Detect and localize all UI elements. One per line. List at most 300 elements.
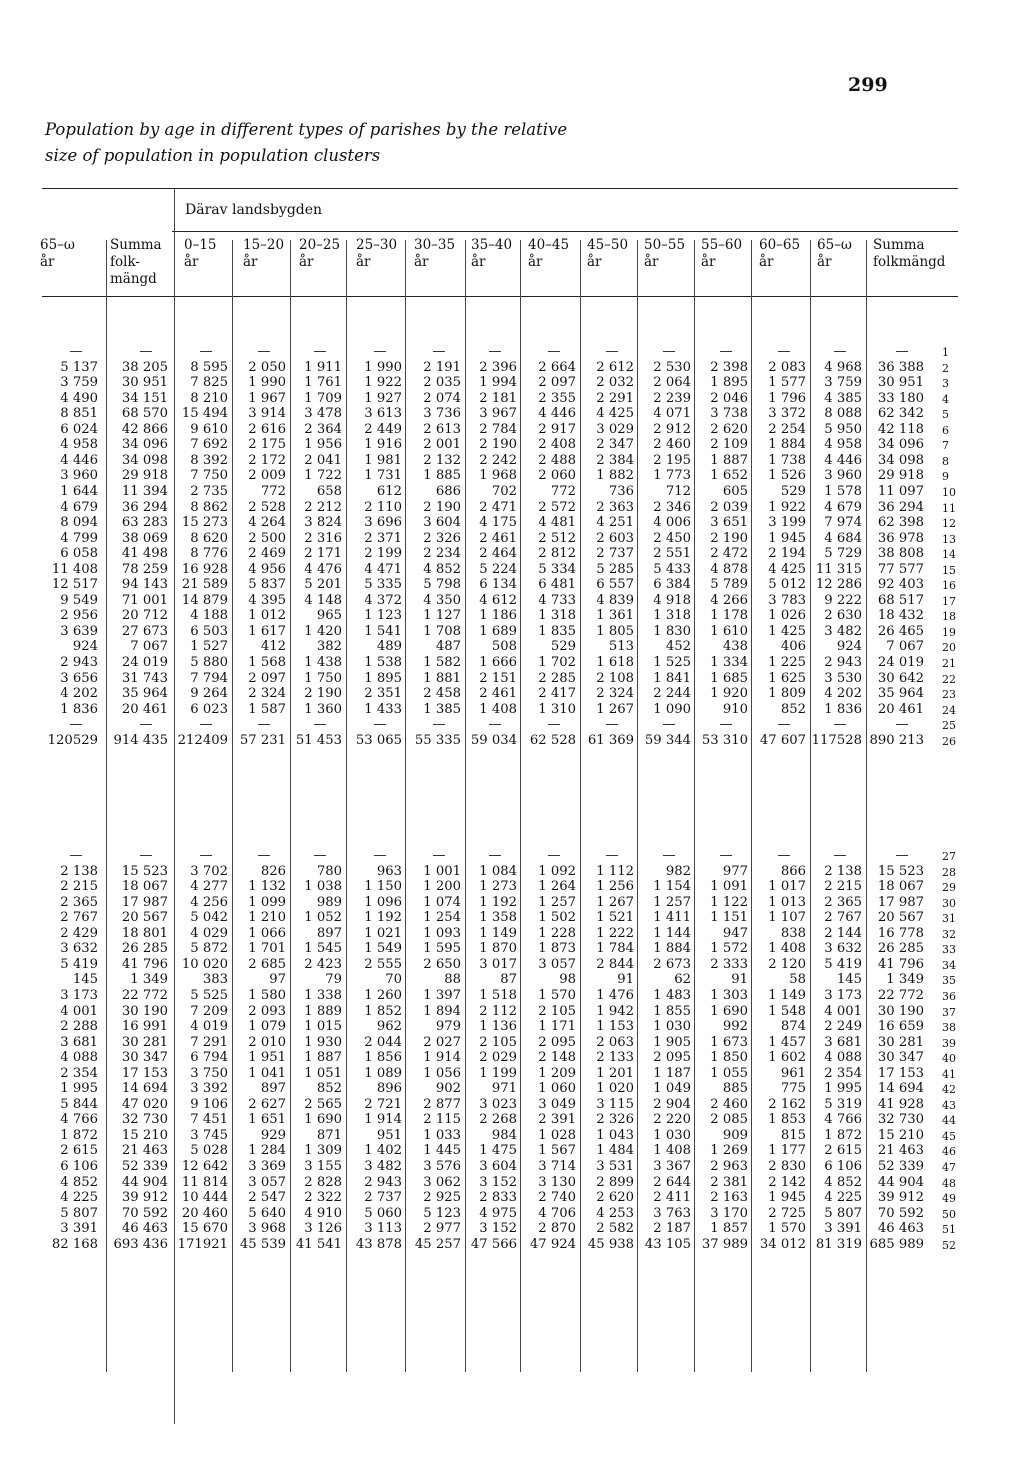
- table-cell: 1 012: [248, 608, 286, 624]
- table-cell: 5 042: [190, 910, 228, 926]
- table-cell: 8 620: [190, 530, 228, 546]
- table-cell: 2 784: [479, 421, 517, 437]
- table-cell: 62: [674, 972, 691, 988]
- table-cell: 70 592: [877, 1205, 924, 1221]
- table-cell: 1 055: [710, 1065, 748, 1081]
- table-cell: 30 642: [877, 670, 924, 686]
- table-cell: 1 397: [423, 987, 461, 1003]
- table-cell: 1 990: [248, 375, 286, 391]
- table-cell: 62 398: [877, 515, 924, 531]
- table-cell: 9 222: [824, 592, 862, 608]
- table-cell: 2 093: [248, 1003, 286, 1019]
- table-cell: 1 541: [364, 623, 402, 639]
- table-cell: 406: [780, 639, 806, 655]
- table-cell: 3 531: [596, 1159, 634, 1174]
- table-cell: 7 067: [130, 639, 168, 655]
- table-cell: 2 132: [423, 452, 461, 468]
- table-cell: 38 069: [121, 530, 168, 546]
- table-cell: 2 956: [60, 608, 98, 624]
- table-cell: 30 347: [877, 1050, 924, 1066]
- table-cell: 2 083: [768, 359, 806, 375]
- table-cell: 14 879: [181, 592, 228, 608]
- table-cell: 3 759: [824, 375, 862, 391]
- table-cell: 2 461: [479, 530, 517, 546]
- table-cell: 4 277: [190, 879, 228, 895]
- table-cell: 2 324: [248, 686, 286, 702]
- table-cell: 2 737: [364, 1190, 402, 1206]
- table-cell: 1 796: [768, 390, 806, 406]
- table-cell: 2 616: [248, 421, 286, 437]
- table-cell: 852: [780, 701, 806, 717]
- table-cell: 1 722: [304, 468, 342, 484]
- row-number: 7: [942, 439, 949, 453]
- table-cell: 51 453: [295, 732, 342, 748]
- table-cell: 2 423: [304, 956, 342, 972]
- table-cell: 120529: [47, 732, 98, 748]
- table-cell: 1 091: [710, 879, 748, 895]
- table-cell: 17 987: [121, 894, 168, 910]
- table-cell: 2 565: [304, 1096, 342, 1112]
- table-cell: 2 050: [248, 359, 286, 375]
- table-cell: 2 555: [364, 956, 402, 972]
- row-number: 14: [942, 548, 956, 562]
- table-cell: 2 039: [710, 499, 748, 515]
- table-cell: —: [199, 717, 213, 733]
- table-cell: 1 702: [538, 655, 576, 670]
- row-number: 30: [942, 896, 956, 910]
- table-cell: 4 266: [710, 592, 748, 608]
- table-cell: 914 435: [113, 732, 168, 748]
- table-cell: 2 244: [653, 686, 691, 702]
- table-cell: 11 097: [877, 483, 924, 499]
- column-header: 15–20 år: [243, 237, 285, 270]
- table-cell: 3 960: [824, 468, 862, 484]
- table-cell: 1 153: [596, 1019, 634, 1035]
- table-cell: 1 701: [248, 941, 286, 957]
- table-cell: 21 463: [877, 1143, 924, 1159]
- table-cell: 4 968: [824, 359, 862, 375]
- table-cell: 1 889: [304, 1003, 342, 1019]
- table-cell: 1 015: [304, 1019, 342, 1035]
- table-cell: 9 264: [190, 686, 228, 702]
- table-cell: 3 155: [304, 1159, 342, 1174]
- table-cell: 2 391: [538, 1112, 576, 1128]
- table-cell: 78 259: [121, 561, 168, 577]
- table-cell: 2 464: [479, 546, 517, 562]
- table-cell: 1 483: [653, 987, 691, 1003]
- table-cell: 24 019: [877, 655, 924, 670]
- table-cell: 4 264: [248, 515, 286, 531]
- table-cell: 2 912: [653, 421, 691, 437]
- table-cell: 1 060: [538, 1081, 576, 1097]
- table-cell: 2 144: [824, 925, 862, 941]
- table-cell: 1 136: [479, 1019, 517, 1035]
- table-cell: 1 475: [479, 1143, 517, 1159]
- table-cell: 1 690: [304, 1112, 342, 1128]
- table-cell: 2 194: [768, 546, 806, 562]
- table-cell: 87: [500, 972, 517, 988]
- table-cell: 1 309: [304, 1143, 342, 1159]
- table-cell: 2 249: [824, 1019, 862, 1035]
- table-cell: 2 488: [538, 452, 576, 468]
- table-cell: 412: [260, 639, 286, 655]
- table-cell: 3 482: [364, 1159, 402, 1174]
- table-cell: 1 568: [248, 655, 286, 670]
- table-cell: 1 052: [304, 910, 342, 926]
- table-cell: 2 469: [248, 546, 286, 562]
- table-cell: 2 322: [304, 1190, 342, 1206]
- table-cell: —: [373, 848, 387, 863]
- table-cell: 1 228: [538, 925, 576, 941]
- table-cell: 97: [269, 972, 286, 988]
- table-cell: 2 060: [538, 468, 576, 484]
- table-cell: 1 853: [768, 1112, 806, 1128]
- table-cell: 1 914: [423, 1050, 461, 1066]
- table-cell: 2 110: [364, 499, 402, 515]
- table-cell: 2 105: [538, 1003, 576, 1019]
- table-cell: 34 012: [759, 1236, 806, 1252]
- table-cell: 5 123: [423, 1205, 461, 1221]
- table-cell: —: [719, 848, 733, 863]
- table-cell: 1 127: [423, 608, 461, 624]
- table-cell: 42 866: [121, 421, 168, 437]
- table-cell: 1 582: [423, 655, 461, 670]
- table-cell: 2 351: [364, 686, 402, 702]
- table-cell: 2 268: [479, 1112, 517, 1128]
- table-cell: 1 273: [479, 879, 517, 895]
- table-cell: 34 096: [877, 437, 924, 453]
- row-number: 50: [942, 1207, 956, 1221]
- table-cell: 4 253: [596, 1205, 634, 1221]
- row-number: 35: [942, 974, 956, 988]
- table-cell: 1 549: [364, 941, 402, 957]
- table-cell: 3 696: [364, 515, 402, 531]
- table-cell: 1 132: [248, 879, 286, 895]
- table-cell: 885: [722, 1081, 748, 1097]
- table-cell: 2 735: [190, 483, 228, 499]
- table-cell: 11 814: [181, 1174, 228, 1190]
- group-label: Därav landsbygden: [185, 202, 323, 218]
- row-number: 2: [942, 361, 949, 375]
- table-cell: 452: [665, 639, 691, 655]
- table-cell: 2 190: [479, 437, 517, 453]
- table-cell: 1 149: [768, 987, 806, 1003]
- table-cell: 18 067: [121, 879, 168, 895]
- table-cell: 1 089: [364, 1065, 402, 1081]
- table-cell: 6 024: [60, 421, 98, 437]
- table-cell: 47 607: [759, 732, 806, 748]
- table-cell: 1 885: [423, 468, 461, 484]
- table-cell: 1 652: [710, 468, 748, 484]
- column-header: 65–ω år: [817, 237, 852, 270]
- table-cell: 2 108: [596, 670, 634, 686]
- row-number: 15: [942, 563, 956, 577]
- table-cell: 897: [316, 925, 342, 941]
- row-number: 13: [942, 532, 956, 546]
- table-cell: 42 118: [877, 421, 924, 437]
- table-cell: 35 964: [877, 686, 924, 702]
- table-cell: 6 023: [190, 701, 228, 717]
- table-cell: 4 852: [60, 1174, 98, 1190]
- table-cell: 1 644: [60, 483, 98, 499]
- table-cell: 8 088: [824, 406, 862, 422]
- table-cell: 4 679: [60, 499, 98, 515]
- table-cell: 2 812: [538, 546, 576, 562]
- table-cell: 2 009: [248, 468, 286, 484]
- table-cell: 4 481: [538, 515, 576, 531]
- table-cell: 2 917: [538, 421, 576, 437]
- table-cell: 2 460: [653, 437, 691, 453]
- table-cell: 8 776: [190, 546, 228, 562]
- row-number: 1: [942, 346, 949, 359]
- table-cell: 4 088: [824, 1050, 862, 1066]
- table-cell: 46 463: [121, 1221, 168, 1237]
- row-number: 42: [942, 1083, 956, 1097]
- table-cell: 612: [376, 483, 402, 499]
- table-cell: —: [777, 344, 791, 359]
- table-cell: 55 335: [414, 732, 461, 748]
- table-cell: 36 388: [877, 359, 924, 375]
- table-cell: 2 354: [824, 1065, 862, 1081]
- table-cell: 3 759: [60, 375, 98, 391]
- table-cell: 1 033: [423, 1127, 461, 1143]
- table-cell: 1 930: [304, 1034, 342, 1050]
- table-cell: 3 391: [824, 1221, 862, 1237]
- table-cell: 34 151: [121, 390, 168, 406]
- row-number: 34: [942, 958, 956, 972]
- table-cell: 1 144: [653, 925, 691, 941]
- table-cell: 4 225: [824, 1190, 862, 1206]
- table-cell: 5 872: [190, 941, 228, 957]
- row-number: 10: [942, 485, 956, 499]
- table-cell: 1 074: [423, 894, 461, 910]
- table-cell: 1 178: [710, 608, 748, 624]
- table-cell: 44 904: [877, 1174, 924, 1190]
- table-cell: —: [69, 848, 83, 863]
- table-cell: 2 384: [596, 452, 634, 468]
- column-header: 55–60 år: [701, 237, 743, 270]
- table-cell: 15 670: [181, 1221, 228, 1237]
- table-cell: 4 612: [479, 592, 517, 608]
- table-cell: 15 523: [121, 863, 168, 879]
- table-cell: 1 927: [364, 390, 402, 406]
- table-cell: 693 436: [113, 1236, 168, 1252]
- table-cell: 2 870: [538, 1221, 576, 1237]
- table-cell: —: [605, 848, 619, 863]
- table-cell: 1 587: [248, 701, 286, 717]
- table-cell: 17 153: [877, 1065, 924, 1081]
- table-cell: 2 620: [596, 1190, 634, 1206]
- table-cell: 4 766: [60, 1112, 98, 1128]
- table-cell: 61 369: [587, 732, 634, 748]
- table-cell: 7 291: [190, 1034, 228, 1050]
- table-cell: 1 099: [248, 894, 286, 910]
- table-cell: 1 995: [824, 1081, 862, 1097]
- table-cell: 1 199: [479, 1065, 517, 1081]
- table-cell: 4 490: [60, 390, 98, 406]
- table-cell: 1 570: [768, 1221, 806, 1237]
- table-cell: 32 730: [877, 1112, 924, 1128]
- row-number: 40: [942, 1052, 956, 1066]
- table-cell: 7 451: [190, 1112, 228, 1128]
- table-cell: 63 283: [121, 515, 168, 531]
- table-cell: 1 360: [304, 701, 342, 717]
- table-cell: 3 613: [364, 406, 402, 422]
- table-cell: 1 361: [596, 608, 634, 624]
- table-cell: 4 001: [60, 1003, 98, 1019]
- table-cell: 874: [780, 1019, 806, 1035]
- table-cell: 1 625: [768, 670, 806, 686]
- table-cell: 2 547: [248, 1190, 286, 1206]
- table-cell: 1 945: [768, 530, 806, 546]
- table-cell: 16 991: [121, 1019, 168, 1035]
- table-cell: 30 347: [121, 1050, 168, 1066]
- table-cell: 1 709: [304, 390, 342, 406]
- table-cell: 2 828: [304, 1174, 342, 1190]
- table-cell: 1 887: [304, 1050, 342, 1066]
- table-cell: 2 396: [479, 359, 517, 375]
- table-cell: —: [719, 717, 733, 733]
- group-rule: [172, 231, 958, 232]
- table-cell: 1 318: [653, 608, 691, 624]
- table-cell: 5 433: [653, 561, 691, 577]
- table-cell: 1 021: [364, 925, 402, 941]
- table-cell: 3 482: [824, 623, 862, 639]
- table-cell: 658: [316, 483, 342, 499]
- table-cell: 6 384: [653, 577, 691, 593]
- table-cell: 902: [435, 1081, 461, 1097]
- table-cell: 1 580: [248, 987, 286, 1003]
- table-cell: 2 347: [596, 437, 634, 453]
- table-cell: 1 090: [653, 701, 691, 717]
- table-cell: 58: [789, 972, 806, 988]
- table-cell: 1 773: [653, 468, 691, 484]
- table-cell: —: [662, 848, 676, 863]
- table-cell: 91: [617, 972, 634, 988]
- table-cell: 3 152: [479, 1174, 517, 1190]
- table-cell: 4 733: [538, 592, 576, 608]
- table-cell: 2 041: [304, 452, 342, 468]
- table-cell: 686: [435, 483, 461, 499]
- table-cell: 2 408: [538, 437, 576, 453]
- table-cell: 1 151: [710, 910, 748, 926]
- table-cell: 4 202: [60, 686, 98, 702]
- table-cell: 44 904: [121, 1174, 168, 1190]
- table-cell: 6 481: [538, 577, 576, 593]
- table-cell: 1 209: [538, 1065, 576, 1081]
- table-cell: 6 106: [824, 1159, 862, 1174]
- table-cell: 685 989: [869, 1236, 924, 1252]
- table-cell: 7 067: [886, 639, 924, 655]
- table-cell: 71 001: [121, 592, 168, 608]
- table-cell: 5 640: [248, 1205, 286, 1221]
- table-cell: 3 783: [768, 592, 806, 608]
- table-cell: 91: [731, 972, 748, 988]
- table-cell: 5 729: [824, 546, 862, 562]
- table-cell: 3 367: [653, 1159, 691, 1174]
- table-cell: 6 557: [596, 577, 634, 593]
- table-cell: 53 310: [701, 732, 748, 748]
- table-cell: 2 035: [423, 375, 461, 391]
- table-cell: —: [777, 717, 791, 733]
- table-cell: 1 548: [768, 1003, 806, 1019]
- table-cell: 68 570: [121, 406, 168, 422]
- table-cell: 529: [780, 483, 806, 499]
- table-cell: 1 349: [886, 972, 924, 988]
- table-cell: 1 264: [538, 879, 576, 895]
- table-cell: 1 411: [653, 910, 691, 926]
- table-cell: 1 438: [304, 655, 342, 670]
- table-cell: 2 450: [653, 530, 691, 546]
- table-cell: 382: [316, 639, 342, 655]
- row-number: 46: [942, 1145, 956, 1159]
- table-cell: 1 968: [479, 468, 517, 484]
- table-cell: 2 963: [710, 1159, 748, 1174]
- table-cell: 30 190: [877, 1003, 924, 1019]
- table-cell: 1 177: [768, 1143, 806, 1159]
- table-cell: 1 872: [60, 1127, 98, 1143]
- table-cell: 47 020: [121, 1096, 168, 1112]
- table-cell: 10 020: [181, 956, 228, 972]
- table-cell: 4 188: [190, 608, 228, 624]
- table-cell: 15 523: [877, 863, 924, 879]
- table-cell: 3 967: [479, 406, 517, 422]
- table-cell: 979: [435, 1019, 461, 1035]
- table-cell: 45 539: [239, 1236, 286, 1252]
- table-cell: 866: [780, 863, 806, 879]
- table-cell: 2 326: [596, 1112, 634, 1128]
- row-number: 19: [942, 625, 956, 639]
- table-cell: 1 884: [768, 437, 806, 453]
- table-cell: —: [605, 344, 619, 359]
- table-cell: 1 527: [190, 639, 228, 655]
- table-cell: 2 199: [364, 546, 402, 562]
- column-header: 35–40 år: [471, 237, 513, 270]
- row-number: 44: [942, 1114, 956, 1128]
- table-cell: 9 549: [60, 592, 98, 608]
- table-cell: 15 273: [181, 515, 228, 531]
- table-cell: 171921: [177, 1236, 228, 1252]
- row-number: 12: [942, 517, 956, 531]
- table-cell: 909: [722, 1127, 748, 1143]
- table-cell: 4 679: [824, 499, 862, 515]
- table-cell: 1 545: [304, 941, 342, 957]
- table-cell: 1 038: [304, 879, 342, 895]
- column-header: 50–55 år: [644, 237, 686, 270]
- table-cell: 1 192: [364, 910, 402, 926]
- table-cell: 30 951: [877, 375, 924, 391]
- table-cell: 11 315: [815, 561, 862, 577]
- table-cell: 1 841: [653, 670, 691, 686]
- table-cell: 2 461: [479, 686, 517, 702]
- table-cell: 16 778: [877, 925, 924, 941]
- table-cell: 1 200: [423, 879, 461, 895]
- table-cell: 1 408: [653, 1143, 691, 1159]
- table-cell: —: [373, 717, 387, 733]
- table-cell: 39 912: [877, 1190, 924, 1206]
- table-cell: 2 429: [60, 925, 98, 941]
- row-number: 39: [942, 1036, 956, 1050]
- table-cell: 4 175: [479, 515, 517, 531]
- column-header: Summa folkmängd: [873, 237, 946, 270]
- row-number: 43: [942, 1098, 956, 1112]
- table-cell: 961: [780, 1065, 806, 1081]
- table-cell: 2 195: [653, 452, 691, 468]
- table-cell: 1 942: [596, 1003, 634, 1019]
- table-top-rule: [42, 188, 958, 189]
- table-cell: 3 702: [190, 863, 228, 879]
- row-number: 4: [942, 392, 949, 406]
